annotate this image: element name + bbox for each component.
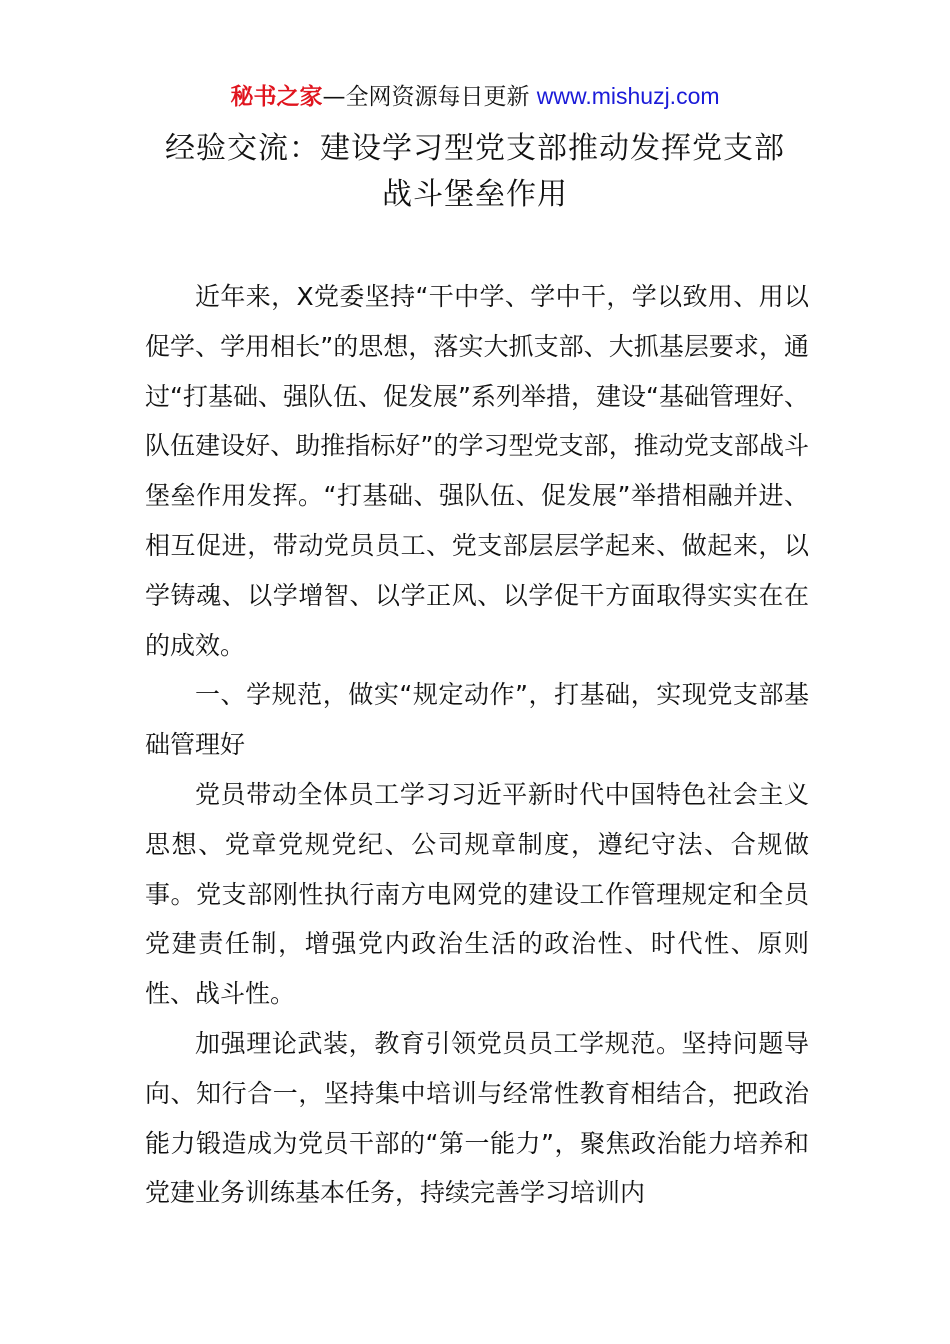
header-tagline: —全网资源每日更新 <box>322 84 537 110</box>
document-title <box>0 126 950 218</box>
site-header <box>0 80 950 113</box>
section-heading-1: 一、学规范，做实“规定动作”，打基础，实现党支部基础管理好 <box>145 680 809 760</box>
title-line-2: 战斗堡垒作用 <box>382 177 568 212</box>
paragraph-2: 党员带动全体员工学习习近平新时代中国特色社会主义思想、党章党规党纪、公司规章制度，遵纪守法、合规做事。党支部刚性执行南方电网党的建设工作管理规定和全员党建责任制，增强党内政治生活的政治性、时代性、原则性、战斗性。 <box>145 779 809 1009</box>
paragraph-3: 加强理论武装，教育引领党员员工学规范。坚持问题导向、知行合一，坚持集中培训与经常性教育相结合，把政治能力锻造成为党员干部的“第一能力”，聚焦政治能力培养和党建业务训练基本任务，持续完善学习培训内 <box>145 1028 809 1208</box>
site-url-link[interactable]: www.mishuzj.com <box>536 83 720 109</box>
document-body <box>145 272 809 1218</box>
title-line-1: 经验交流：建设学习型党支部推动发挥党支部 <box>165 131 785 166</box>
brand-name: 秘书之家 <box>230 84 323 110</box>
paragraph-intro: 近年来，X党委坚持“干中学、学中干，学以致用、用以促学、学用相长”的思想，落实大抓支部、大抓基层要求，通过“打基础、强队伍、促发展”系列举措，建设“基础管理好、队伍建设好、助推指标好”的学习型党支部，推动党支部战斗堡垒作用发挥。“打基础、强队伍、促发展”举措相融并进、相互促进，带动党员员工、党支部层层学起来、做起来，以学铸魂、以学增智、以学正风、以学促干方面取得实实在在的成效。 <box>145 282 809 660</box>
